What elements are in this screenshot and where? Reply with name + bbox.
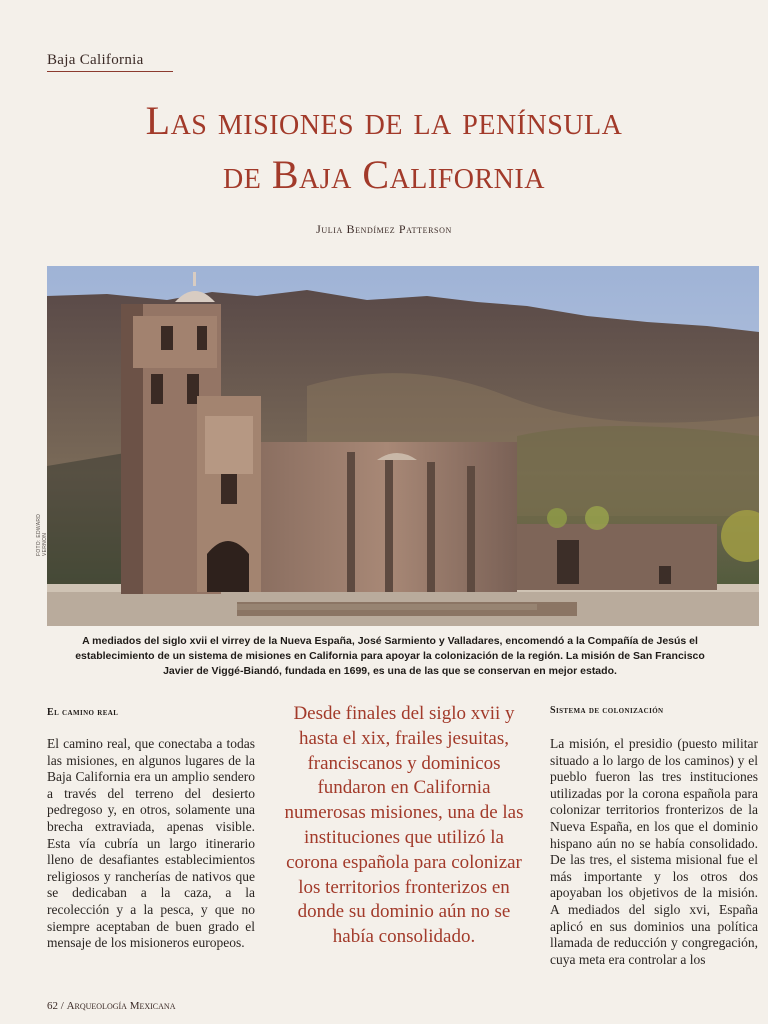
section-label: Baja California (47, 52, 144, 68)
pull-quote: Desde finales del siglo xvii y hasta el xix, frailes jesuitas, franciscanos y dominicos fundaron en California numerosas misiones, una de las instituciones que utilizó la corona española para colonizar los territorios fronterizos en donde su dominio aún no se había consolidado. (284, 703, 524, 948)
title-line-2: de Baja California (223, 152, 545, 197)
photo-credit: FOTO: EDWARD VERNON (36, 513, 48, 556)
photo-caption: A mediados del siglo xvii el virrey de la Nueva España, José Sarmiento y Valladares, encomendó a la Compañía de Jesús el establecimiento de un sistema de misiones en California para apoyar la colonización de la región. La misión de San Francisco Javier de Viggé-Biandó, fundada en 1699, es una de las que se conservan en mejor estado. (75, 635, 705, 677)
right-column-heading: Sistema de colonización (550, 705, 664, 716)
left-column-text: El camino real, que conectaba a todas las misiones, en algunos lugares de la Baja California era un amplio sendero a través del terreno del desierto pedregoso y, en otros, solamente una brecha extraviada, apenas visible. Esta vía cubría un largo itinerario lleno de desafiantes establecimientos religiosos y rancherías de nativos que se dedicaban a la caza, a la recolección y a la pesca, y que no siempre aceptaban de buen grado el mensaje de los misioneros europeos. (47, 736, 255, 951)
page-footer (47, 1000, 175, 1012)
author-byline: Julia Bendímez Patterson (316, 222, 452, 236)
title-line-1: Las misiones de la península (145, 98, 623, 143)
article-title (40, 94, 728, 202)
mission-photo (47, 266, 759, 626)
section-underline (47, 71, 173, 72)
right-column-text: La misión, el presidio (puesto militar situado a lo largo de los caminos) y el pueblo fueron las tres instituciones utilizadas por la corona española para colonizar territorios fronterizos de la Nueva España, en los que el dominio hispano aún no se había consolidado. De las tres, el sistema misional fue el más importante y los otros dos apoyaban los objetivos de la misión. A mediados del siglo xvi, España aplicó en sus dominios una política llamada de reducción y congregación, cuya meta era controlar a los (550, 736, 758, 967)
mission-church-illustration (47, 266, 759, 626)
publication-name: Arqueología Mexicana (66, 1000, 176, 1012)
left-column-heading: El camino real (47, 707, 119, 718)
footer-separator: / (60, 1000, 67, 1012)
page-number: 62 (47, 1000, 58, 1012)
